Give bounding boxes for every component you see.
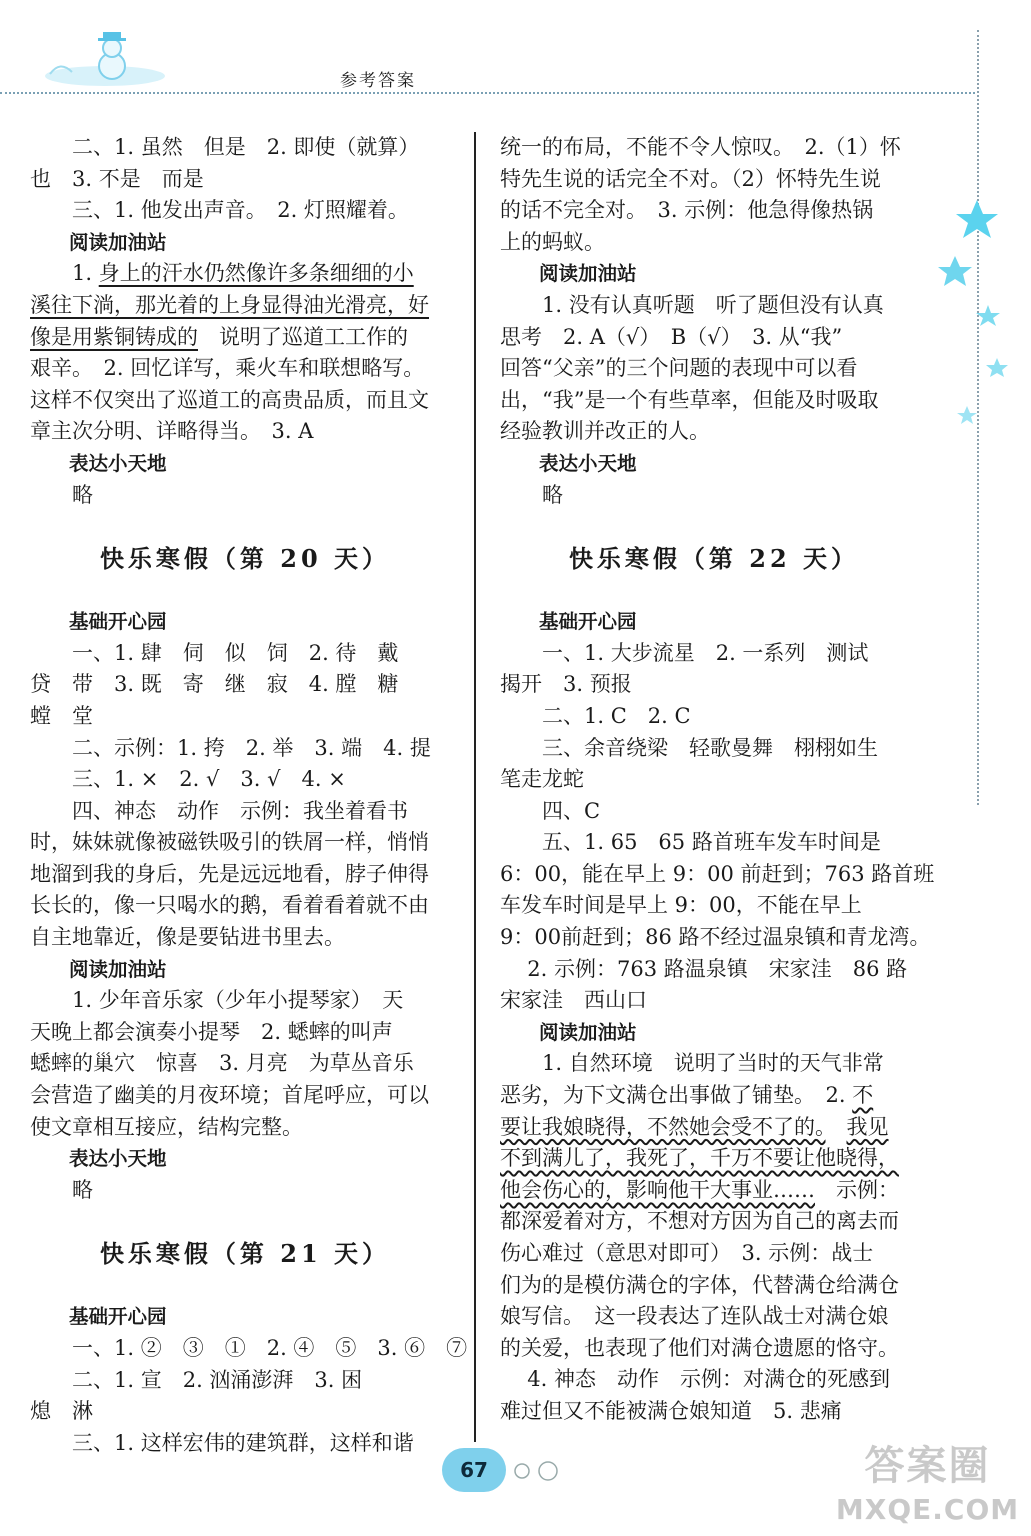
section-heading: 表达小天地 [539,451,637,475]
header-title: 参考答案 [340,71,416,91]
answer-line: 三、1. 他发出声音。 2. 灯照耀着。 [72,198,409,223]
section-heading: 基础开心园 [69,610,167,634]
answer-line: 天晚上都会演奏小提琴 2. 蟋蟀的叫声 [30,1019,393,1044]
answer-line: 特先生说的话完全不对。（2）怀特先生说 [500,166,881,191]
snowman-icon [40,30,170,90]
answer-line: 地溜到我的身后，先是远远地看，脖子伸得 [30,861,429,886]
answer-line: 略 [72,1177,93,1202]
answer-line [500,1175,928,1207]
wavy-underlined-text: 要让我娘晓得，不然她会受不了的。 [500,1114,826,1139]
answer-line: 的话不完全对。 3. 示例：他急得像热锅 [500,198,874,223]
section-heading: 阅读加油站 [69,230,167,254]
answer-line: 三、余音绕梁 轻歌曼舞 栩栩如生 [542,735,878,760]
answer-line: 螳 堂 [30,703,93,728]
answer-line: 二、1. C 2. C [542,703,691,728]
answer-line: 一、1. 大步流星 2. 一系列 测试 [542,640,869,665]
answer-line: 揭开 3. 预报 [500,672,632,697]
answer-line: 1. 没有认真听题 听了题但没有认真 [542,292,884,317]
section-heading: 表达小天地 [69,451,167,475]
answer-line: 娘写信。 这一段表达了连队战士对满仓娘 [500,1304,889,1329]
answer-line [30,258,460,290]
section-heading: 基础开心园 [69,1305,167,1329]
wavy-underlined-text: 不 [852,1083,874,1108]
header-rule [0,92,975,94]
answer-line: 伤心难过（意思对即可） 3. 示例：战士 [500,1241,874,1265]
star-decoration-icon [930,200,1030,460]
watermark [830,1440,1025,1536]
answer-line [500,1143,928,1175]
day-title: 快乐寒假（第 20 天） [99,544,391,574]
left-column [30,132,468,1459]
answer-line: 长长的，像一只喝水的鹅，看着看着就不由 [30,893,429,918]
underlined-text: 身上的汗水仍然像许多条细细的小 [98,261,414,286]
answer-line: 蟋蟀的巢穴 惊喜 3. 月亮 为草丛音乐 [30,1051,414,1076]
answer-line: 熄 淋 [30,1399,93,1424]
section-heading: 阅读加油站 [69,957,167,981]
answer-line: 三、1. 这样宏伟的建筑群，这样和谐 [72,1430,414,1455]
answer-line: 这样不仅突出了巡道工的高贵品质，而且文 [30,387,429,412]
answer-line: 略 [542,482,563,507]
underlined-text: 溪往下淌，那光着的上身显得油光滑亮，好 [30,292,429,317]
answer-line: 1. 自然环境 说明了当时的天气非常 [542,1051,884,1076]
answer-line: 统一的布局，不能不令人惊叹。 2.（1）怀 [500,135,901,159]
column-divider [474,132,476,1442]
answer-line: 笔走龙蛇 [500,767,584,792]
answer-line: 艰辛。 2. 回忆详写，乘火车和联想略写。 [30,356,425,381]
answer-line: 略 [72,482,93,507]
answer-line: 四、C [542,798,601,823]
answer-line: 宋家洼 西山口 [500,988,647,1013]
answer-line: 都深爱着对方，不想对方因为自己的离去而 [500,1209,899,1234]
section-heading: 阅读加油站 [539,262,637,286]
answer-text: 恶劣，为下文满仓出事做了铺垫。 2. [500,1083,853,1108]
section-heading: 阅读加油站 [539,1020,637,1044]
answer-line [500,1112,928,1144]
answer-line: 上的蚂蚁。 [500,229,605,254]
answer-line: 的关爱，也表现了他们对满仓遗愿的恪守。 [500,1335,899,1360]
wavy-underlined-text: 我见 [846,1114,889,1139]
answer-line: 一、1. ② ③ ① 2. ④ ⑤ 3. ⑥ ⑦ [72,1336,468,1360]
answer-line [500,1080,928,1112]
answer-line: 二、1. 宣 2. 汹涌澎湃 3. 困 [72,1367,363,1392]
answer-line: 回答“父亲”的三个问题的表现中可以看 [500,356,858,381]
answer-line: 二、1. 虽然 但是 2. 即使（就算） [72,135,420,159]
underlined-text: 像是用紫铜铸成的 [30,324,198,349]
answer-line: 们为的是模仿满仓的字体，代替满仓给满仓 [500,1272,899,1297]
day-title: 快乐寒假（第 22 天） [568,544,860,574]
answer-line: 9：00前赶到；86 路不经过温泉镇和青龙湾。 [500,925,931,950]
right-column [500,132,935,1428]
answer-line: 时，妹妹就像被磁铁吸引的铁屑一样，悄悄 [30,830,429,855]
answer-line: 2. 示例：763 路温泉镇 宋家洼 86 路 [527,956,908,981]
section-heading: 基础开心园 [539,610,637,634]
answer-line: 五、1. 65 65 路首班车发车时间是 [542,830,881,855]
answer-line [30,290,460,322]
watermark-cn: 答案圈 [864,1443,991,1489]
answer-line: 思考 2. A（√） B（√） 3. 从“我” [500,324,843,349]
answer-line: 出，“我”是一个有些草率，但能及时吸取 [500,387,879,412]
page-number: 67 [442,1448,506,1492]
section-heading: 表达小天地 [69,1147,167,1171]
answer-line: 难过但又不能被满仓娘知道 5. 悲痛 [500,1398,842,1423]
answer-text [826,1115,847,1139]
answer-line: 章主次分明、详略得当。 3. A [30,419,314,444]
answer-line: 车发车时间是早上 9：00，不能在早上 [500,893,862,918]
page-circles-icon [512,1460,572,1482]
answer-line: 4. 神态 动作 示例：对满仓的死感到 [527,1367,891,1392]
answer-text: 1. [72,261,99,286]
page-header [0,0,1031,110]
answer-line: 三、1. × 2. √ 3. √ 4. × [72,767,346,792]
answer-line: 也 3. 不是 而是 [30,166,204,191]
day-title: 快乐寒假（第 21 天） [99,1239,391,1269]
answer-line: 一、1. 肆 伺 似 饲 2. 待 戴 [72,640,399,665]
answer-line [30,322,460,354]
watermark-en: MXQE.COM [835,1493,1020,1526]
answer-line: 自主地靠近，像是要钻进书里去。 [30,925,345,950]
wavy-underlined-text: 他会伤心的，影响他干大事业…… [500,1177,815,1202]
answer-text: 示例： [815,1177,899,1202]
answer-line: 四、神态 动作 示例：我坐着看书 [72,798,408,823]
answer-text: 说明了巡道工工作的 [198,324,408,349]
answer-line: 贷 带 3. 既 寄 继 寂 4. 膛 糖 [30,672,399,697]
answer-line: 二、示例：1. 挎 2. 举 3. 端 4. 提 [72,735,431,760]
answer-line: 会营造了幽美的月夜环境；首尾呼应，可以 [30,1083,429,1108]
answer-line: 使文章相互接应，结构完整。 [30,1114,303,1139]
wavy-underlined-text: 不到满儿了，我死了，千万不要让他晓得， [500,1146,899,1171]
answer-line: 6：00，能在早上 9：00 前赶到；763 路首班 [500,861,935,886]
answer-line: 经验教训并改正的人。 [500,419,710,444]
answer-line: 1. 少年音乐家（少年小提琴家） 天 [72,988,404,1013]
